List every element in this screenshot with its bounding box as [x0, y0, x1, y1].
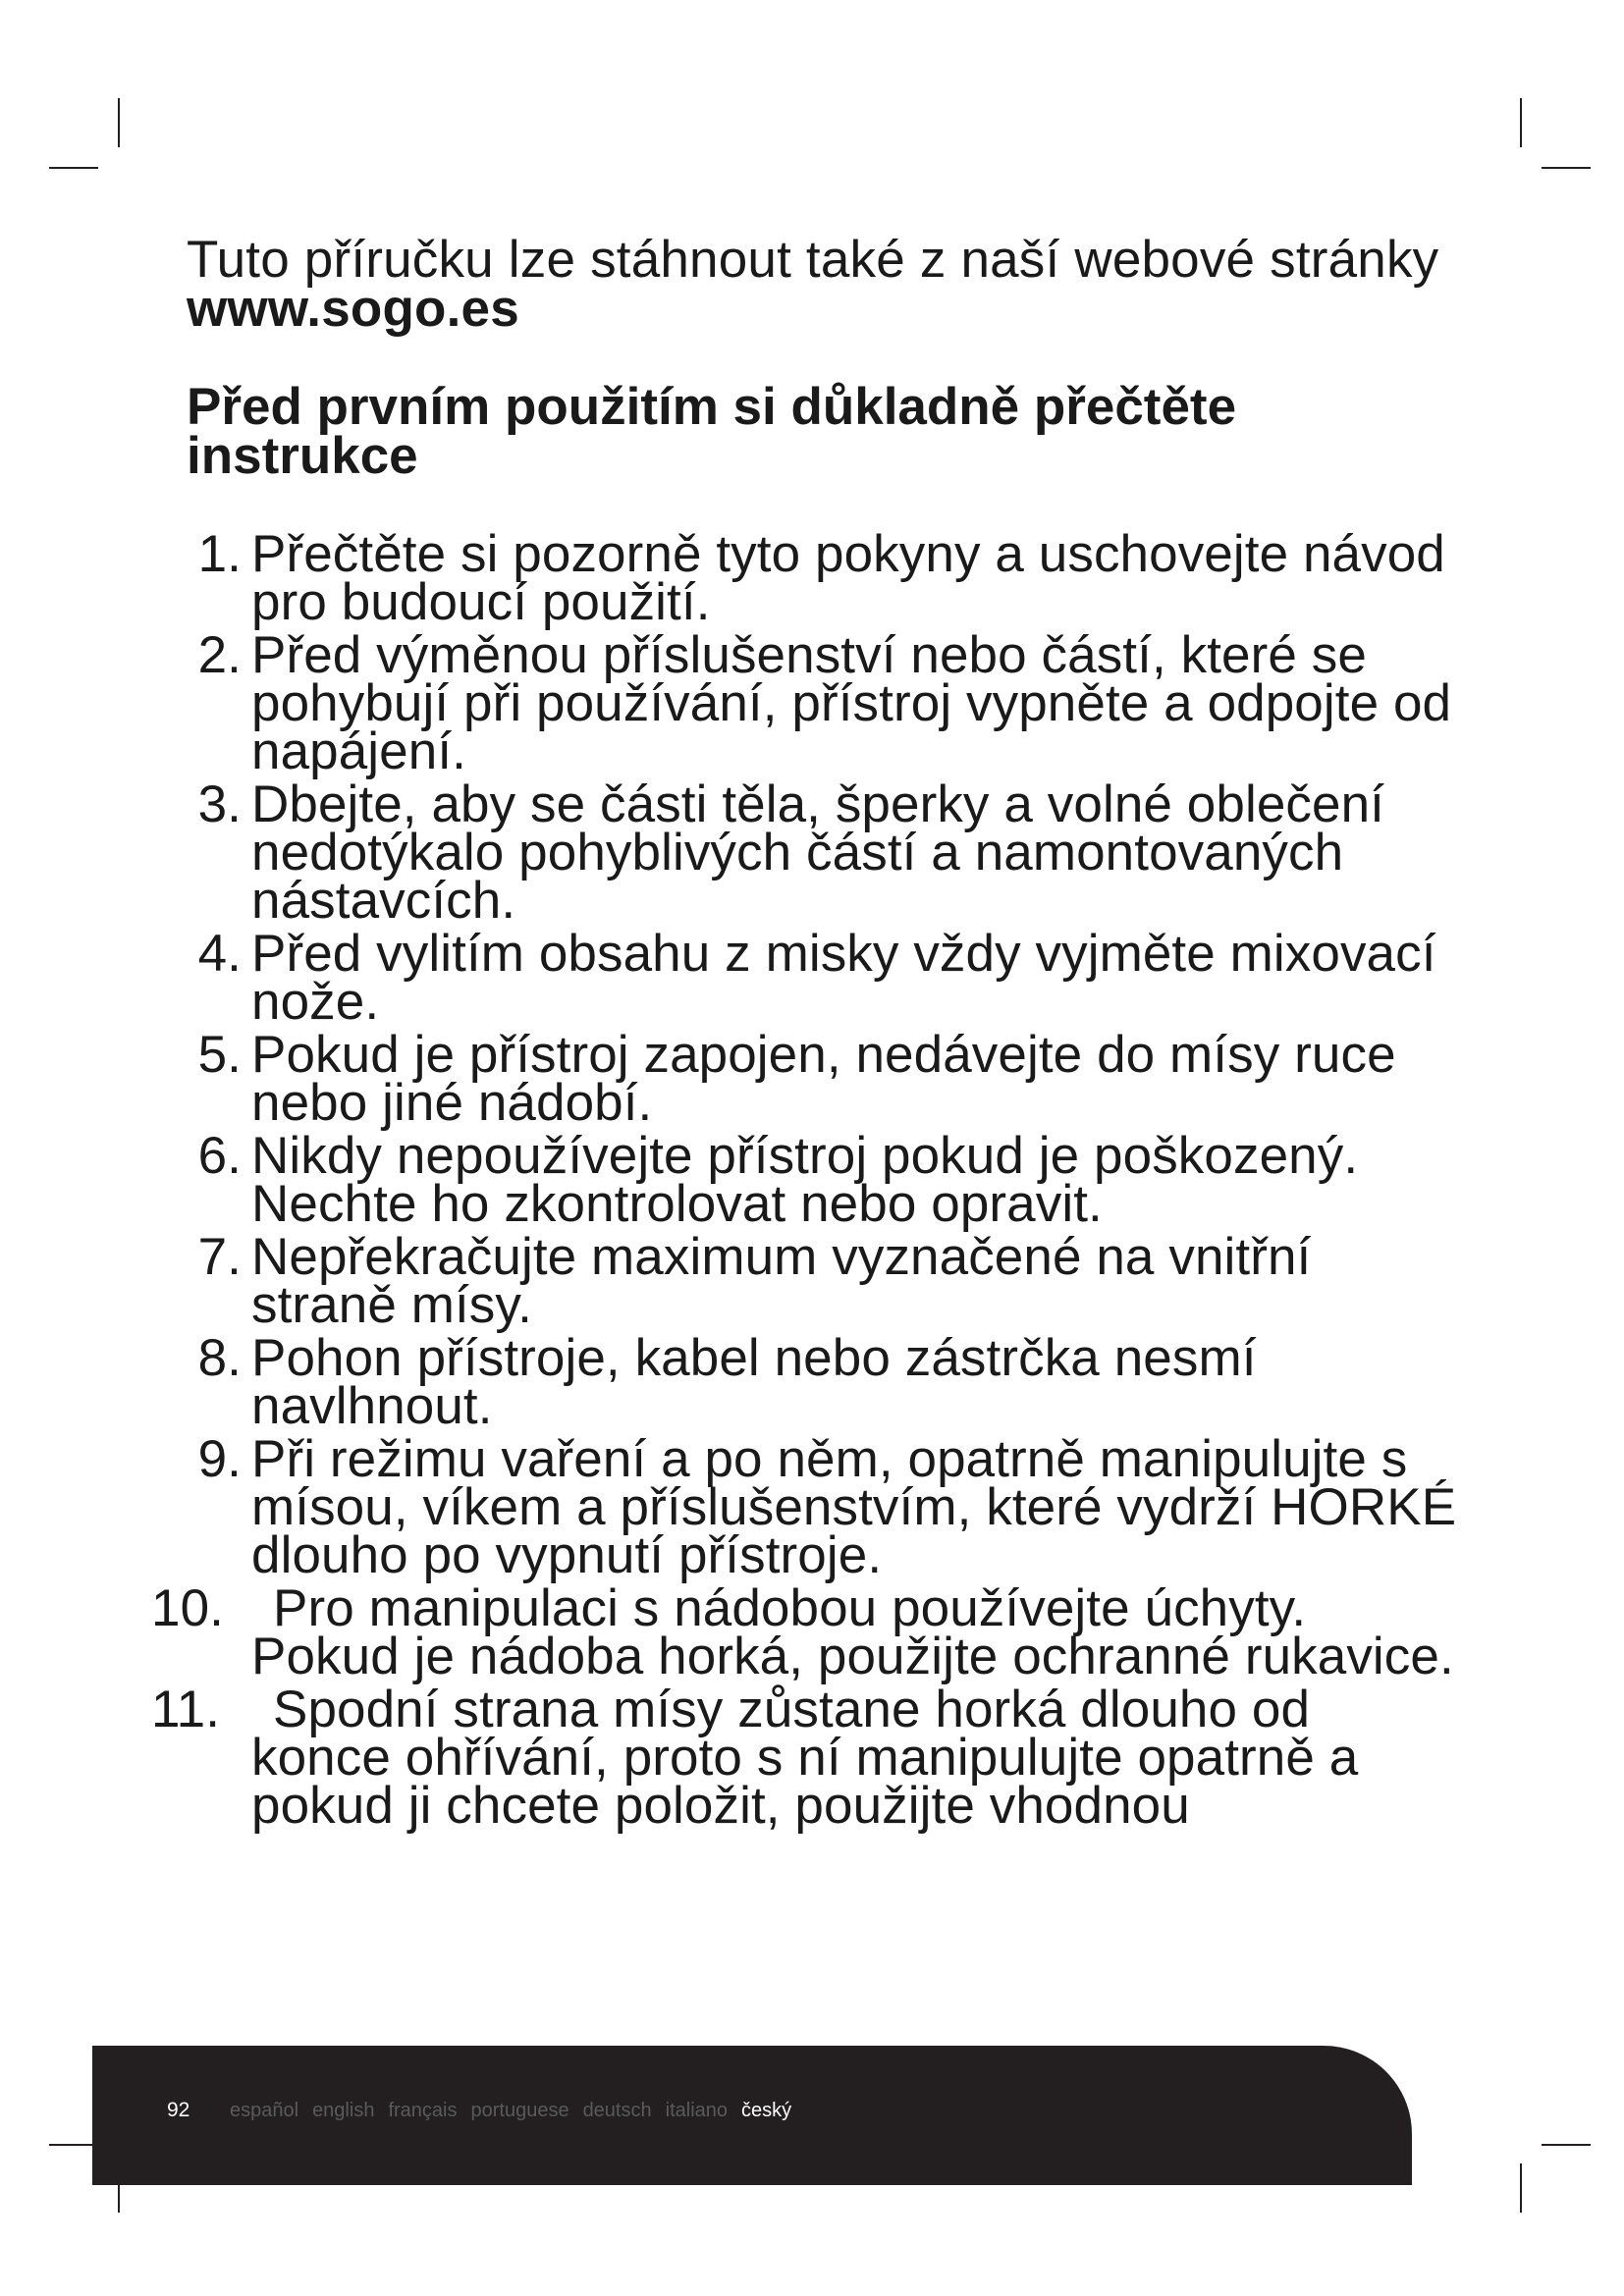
- instruction-item: [187, 1329, 1463, 1435]
- instruction-item: [151, 1579, 1463, 1685]
- instruction-text: Pro manipulaci s nádobou používejte úchyty. Pokud je nádoba horká, použijte ochranné rukavice.: [251, 1579, 1454, 1685]
- instruction-text: Před výměnou příslušenství nebo částí, které se pohybují při používání, přístroj vypněte a odpojte od napájení.: [251, 626, 1452, 780]
- instruction-item: [187, 525, 1463, 631]
- instruction-text: Před vylitím obsahu z misky vždy vyjměte mixovací nože.: [251, 925, 1436, 1031]
- instruction-text: Pokud je přístroj zapojen, nedávejte do mísy ruce nebo jiné nádobí.: [251, 1026, 1396, 1132]
- instruction-number: 5.: [197, 1026, 242, 1084]
- instruction-list: [151, 525, 1463, 1835]
- crop-mark-bottom-left-horizontal: [49, 2144, 98, 2146]
- instruction-item: [187, 1430, 1463, 1584]
- instruction-number: 2.: [197, 626, 242, 684]
- instruction-item: [187, 626, 1463, 780]
- instruction-number: 6.: [197, 1127, 242, 1185]
- instruction-number: 4.: [197, 925, 242, 983]
- instruction-number: 7.: [197, 1228, 242, 1286]
- crop-mark-top-right-horizontal: [1542, 167, 1591, 169]
- crop-mark-bottom-right-horizontal: [1542, 2144, 1591, 2146]
- website-link[interactable]: www.sogo.es: [187, 280, 519, 338]
- language-link[interactable]: deutsch: [582, 2100, 652, 2121]
- download-note: [187, 231, 1463, 338]
- instruction-text: Pohon přístroje, kabel nebo zástrčka nesmí navlhnout.: [251, 1329, 1257, 1435]
- instruction-item: [187, 1026, 1463, 1132]
- language-link[interactable]: español: [230, 2100, 299, 2121]
- instruction-item: [187, 1127, 1463, 1233]
- instruction-text: Spodní strana mísy zůstane horká dlouho od konce ohřívání, proto s ní manipulujte opatrně a pokud ji chcete položit, použijte vhodnou: [251, 1681, 1359, 1835]
- instruction-item: [187, 1228, 1463, 1334]
- instruction-text: Při režimu vaření a po něm, opatrně manipulujte s mísou, víkem a příslušenstvím, které vydrží HORKÉ dlouho po vypnutí přístroje.: [251, 1430, 1457, 1584]
- crop-mark-top-left-horizontal: [49, 167, 98, 169]
- instruction-number: 10.: [151, 1579, 224, 1637]
- language-link[interactable]: english: [312, 2100, 375, 2121]
- instruction-item: [187, 775, 1463, 930]
- instruction-number: 9.: [197, 1430, 242, 1488]
- crop-mark-top-left-vertical: [118, 98, 120, 147]
- language-list: [230, 2100, 805, 2122]
- download-note-text: Tuto příručku lze stáhnout také z naší webové stránky: [187, 231, 1439, 289]
- footer-bar: [92, 2046, 1412, 2185]
- instruction-number: 3.: [197, 775, 242, 833]
- instruction-text: Nepřekračujte maximum vyznačené na vnitřní straně mísy.: [251, 1228, 1312, 1334]
- crop-mark-top-right-vertical: [1520, 98, 1522, 147]
- page-number: 92: [167, 2099, 190, 2121]
- instruction-number: 1.: [197, 525, 242, 583]
- language-link[interactable]: français: [388, 2100, 458, 2121]
- instruction-text: Přečtěte si pozorně tyto pokyny a uschovejte návod pro budoucí použití.: [251, 525, 1445, 631]
- instruction-item: [151, 1681, 1463, 1835]
- instruction-number: 11.: [151, 1681, 221, 1738]
- instruction-item: [187, 925, 1463, 1031]
- instruction-text: Dbejte, aby se části těla, šperky a volné oblečení nedotýkalo pohyblivých částí a namontovaných nástavcích.: [251, 775, 1384, 930]
- language-link[interactable]: portuguese: [470, 2100, 569, 2121]
- page-content: [151, 231, 1463, 1835]
- language-link[interactable]: český: [741, 2100, 792, 2121]
- crop-mark-bottom-right-vertical: [1520, 2163, 1522, 2213]
- instructions-heading: Před prvním použitím si důkladně přečtěte instrukce: [187, 378, 1237, 485]
- instruction-text: Nikdy nepoužívejte přístroj pokud je poškozený. Nechte ho zkontrolovat nebo opravit.: [251, 1127, 1359, 1233]
- instruction-number: 8.: [197, 1329, 242, 1387]
- language-link[interactable]: italiano: [665, 2100, 729, 2121]
